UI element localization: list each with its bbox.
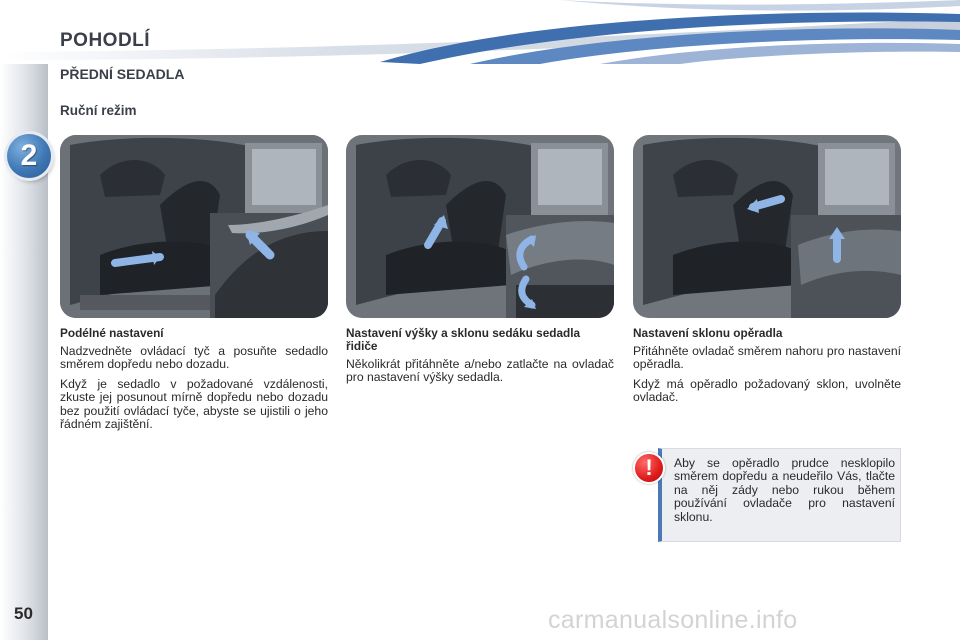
column-paragraph: Když je sedadlo v požadované vzdálenosti, zkuste jej posunout mírně dopředu nebo dozadu bez použití ovládací tyče, abyste se ujistili o jeho řádném zajištění. (60, 376, 328, 432)
column-paragraph: Když má opěradlo požadovaný sklon, uvolněte ovladač. (633, 376, 901, 405)
column-longitudinal (60, 327, 328, 437)
seat-backrest-photo (633, 135, 901, 318)
page-header (0, 0, 960, 64)
warning-text: Aby se opěradlo prudce nesklopilo směrem dopředu a neudeřilo Vás, tlačte na něj zády nebo rukou během používání ovladače pro nastavení sklonu. (674, 456, 895, 524)
column-paragraph: Nadzvedněte ovládací tyč a posuňte sedadlo směrem dopředu nebo dozadu. (60, 344, 328, 372)
page-title: POHODLÍ (60, 30, 151, 51)
section-subtitle: Ruční režim (60, 103, 137, 118)
chapter-badge (7, 134, 51, 178)
column-backrest (633, 327, 901, 411)
exclamation-icon: ! (633, 452, 665, 484)
seat-height-photo (346, 135, 614, 318)
chapter-number: 2 (20, 139, 38, 172)
watermark: carmanualsonline.info (548, 606, 798, 634)
column-heading: Nastavení sklonu opěradla (633, 326, 783, 340)
seat-longitudinal-photo (60, 135, 328, 318)
section-title: PŘEDNÍ SEDADLA (60, 66, 185, 82)
column-height-tilt (346, 327, 614, 391)
column-heading: Nastavení výšky a sklonu sedáku sedadla řidiče (346, 326, 581, 353)
page-number: 50 (14, 604, 33, 623)
column-heading: Podélné nastavení (60, 326, 164, 340)
column-paragraph: Několikrát přitáhněte a/nebo zatlačte na ovladač pro nastavení výšky sedadla. (346, 357, 614, 385)
column-paragraph: Přitáhněte ovladač směrem nahoru pro nastavení opěradla. (633, 344, 901, 372)
